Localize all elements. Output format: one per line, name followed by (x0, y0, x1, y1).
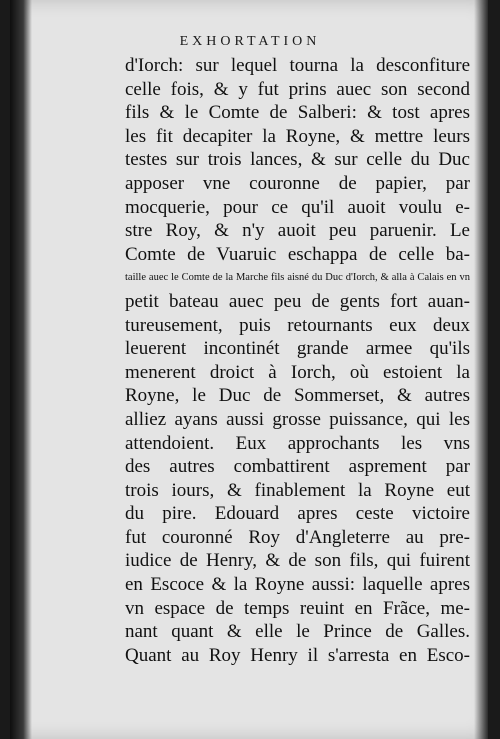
text-line: mocquerie, pour ce qu'il auoit voulu e- (125, 196, 470, 218)
text-line: taille auec le Comte de la Marche fils aisné du Duc d'Iorch, & alla à Calais en vn (125, 272, 470, 284)
running-head: EXHORTATION (179, 34, 321, 49)
text-line: attendoient. Eux approchants les vns (125, 432, 470, 454)
gutter-shadow (10, 0, 32, 739)
text-line: fut couronné Roy d'Angleterre au pre- (125, 526, 470, 548)
page-body (125, 54, 470, 667)
text-line: testes sur trois lances, & sur celle du Duc (125, 149, 470, 171)
text-line: en Escoce & la Royne aussi: laquelle apres (125, 574, 470, 596)
text-line: tureusement, puis retournants eux deux (125, 314, 470, 336)
text-line: stre Roy, & n'y auoit peu paruenir. Le (125, 220, 470, 242)
text-line: apposer vne couronne de papier, par (125, 172, 470, 194)
text-line: Royne, le Duc de Sommerset, & autres (125, 385, 470, 407)
text-line: Quant au Roy Henry il s'arresta en Esco- (125, 644, 470, 666)
text-line: alliez ayans aussi grosse puissance, qui les (125, 408, 470, 430)
text-line: menerent droict à Iorch, où estoient la (125, 361, 470, 383)
text-line: trois iours, & finablement la Royne eut (125, 479, 470, 501)
text-line: petit bateau auec peu de gents fort auan- (125, 290, 470, 312)
text-line: vn espace de temps reuint en Frãce, me- (125, 597, 470, 619)
text-line: du pire. Edouard apres ceste victoire (125, 503, 470, 525)
text-line: iudice de Henry, & de son fils, qui fuirent (125, 550, 470, 572)
text-line: les fit decapiter la Royne, & mettre leurs (125, 125, 470, 147)
text-line: Comte de Vuaruic eschappa de celle ba- (125, 243, 470, 265)
text-line: fils & le Comte de Salberi: & tost apres (125, 102, 470, 124)
text-line: leuerent incontinét grande armee qu'ils (125, 338, 470, 360)
text-line: d'Iorch: sur lequel tourna la desconfiture (125, 55, 470, 76)
text-line: des autres combattirent asprement par (125, 456, 470, 478)
text-line: celle fois, & y fut prins auec son second (125, 78, 470, 100)
edge-shadow (474, 0, 488, 739)
text-line: nant quant & elle le Prince de Galles. (125, 621, 470, 643)
